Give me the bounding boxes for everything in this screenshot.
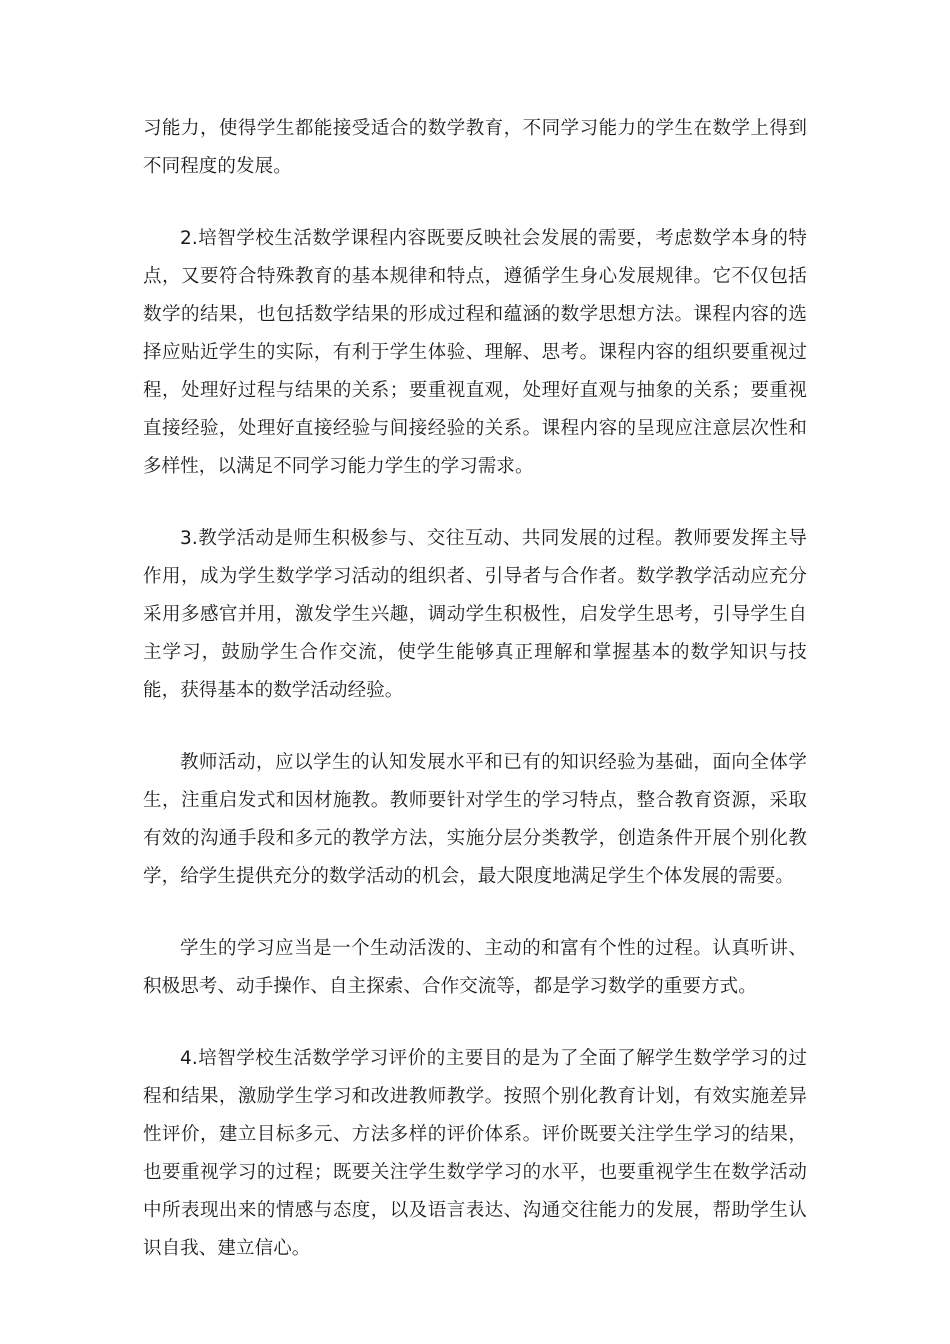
paragraph-teacher-activity: 教师活动，应以学生的认知发展水平和已有的知识经验为基础，面向全体学生，注重启发式和因材施教。教师要针对学生的学习特点，整合教育资源，采取有效的沟通手段和多元的教学方法，实施分层分类教学，创造条件开展个别化教学，给学生提供充分的数学活动的机会，最大限度地满足学生个体发展的需要。 xyxy=(143,752,807,887)
paragraph-continuation: 习能力，使得学生都能接受适合的数学教育，不同学习能力的学生在数学上得到不同程度的发展。 xyxy=(143,118,807,177)
paragraph-student-learning: 学生的学习应当是一个生动活泼的、主动的和富有个性的过程。认真听讲、积极思考、动手操作、自主探索、合作交流等，都是学习数学的重要方式。 xyxy=(143,938,807,997)
paragraph-point-2: 2.培智学校生活数学课程内容既要反映社会发展的需要，考虑数学本身的特点，又要符合特殊教育的基本规律和特点，遵循学生身心发展规律。它不仅包括数学的结果，也包括数学结果的形成过程和蕴涵的数学思想方法。课程内容的选择应贴近学生的实际，有利于学生体验、理解、思考。课程内容的组织要重视过程，处理好过程与结果的关系；要重视直观，处理好直观与抽象的关系；要重视直接经验，处理好直接经验与间接经验的关系。课程内容的呈现应注意层次性和多样性，以满足不同学习能力学生的学习需求。 xyxy=(143,228,807,477)
paragraph-point-4: 4.培智学校生活数学学习评价的主要目的是为了全面了解学生数学学习的过程和结果，激励学生学习和改进教师教学。按照个别化教育计划，有效实施差异性评价，建立目标多元、方法多样的评价体系。评价既要关注学生学习的结果，也要重视学习的过程；既要关注学生数学学习的水平，也要重视学生在数学活动中所表现出来的情感与态度，以及语言表达、沟通交往能力的发展，帮助学生认识自我、建立信心。 xyxy=(143,1048,807,1259)
paragraph-point-3: 3.教学活动是师生积极参与、交往互动、共同发展的过程。教师要发挥主导作用，成为学生数学学习活动的组织者、引导者与合作者。数学教学活动应充分采用多感官并用，激发学生兴趣，调动学生积极性，启发学生思考，引导学生自主学习，鼓励学生合作交流，使学生能够真正理解和掌握基本的数学知识与技能，获得基本的数学活动经验。 xyxy=(143,528,807,701)
document-body xyxy=(143,110,807,1302)
